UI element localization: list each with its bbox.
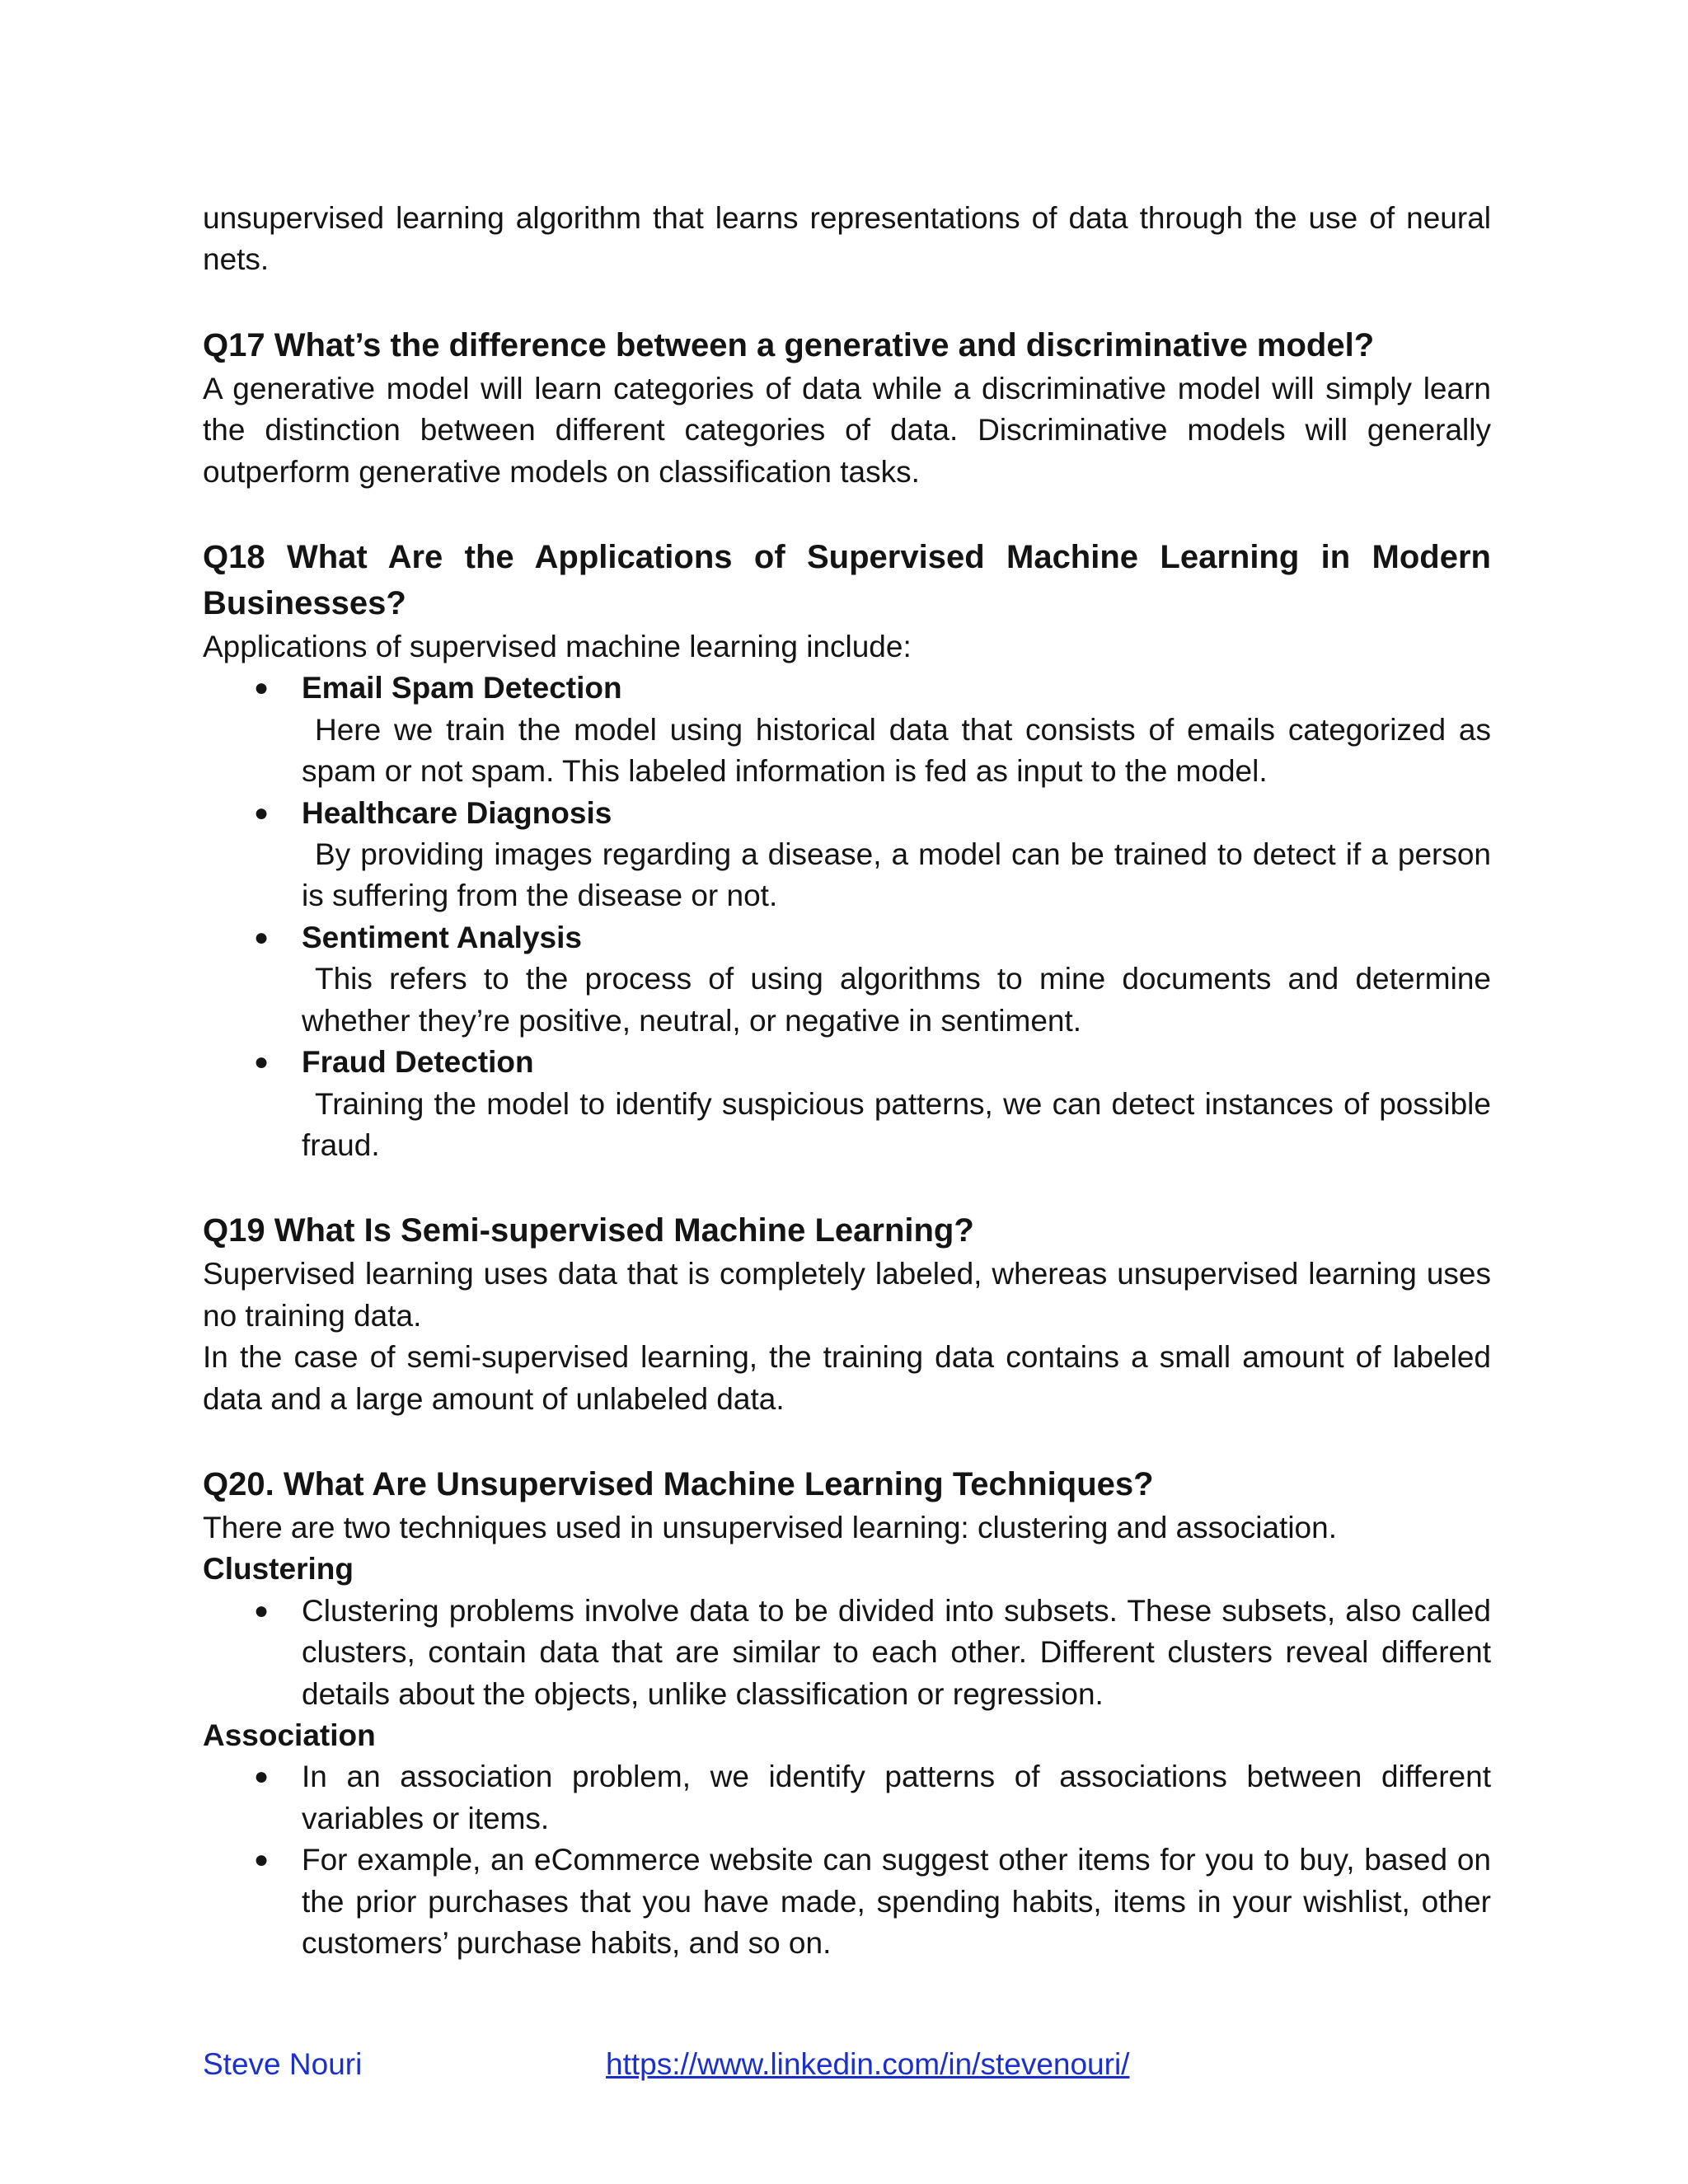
page-content (203, 198, 1491, 1964)
application-description: By providing images regarding a disease, a model can be trained to detect if a person is suffering from the disease or not. (302, 837, 1491, 913)
list-item (203, 793, 1491, 917)
clustering-list (203, 1591, 1491, 1715)
q19-heading: Q19 What Is Semi-supervised Machine Learning? (203, 1212, 974, 1249)
page-footer (203, 2044, 1491, 2085)
clustering-item-text: Clustering problems involve data to be divided into subsets. These subsets, also called clusters, contain data that are similar to each other. Different clusters reveal different details about the objects, unlike classification or regression. (302, 1593, 1491, 1711)
q18-intro: Applications of supervised machine learning include: (203, 630, 912, 664)
q19-paragraph-2: In the case of semi-supervised learning, the training data contains a small amount of labeled data and a large amount of unlabeled data. (203, 1340, 1491, 1416)
q17-heading: Q17 What’s the difference between a generative and discriminative model? (203, 326, 1375, 363)
bullet-icon: ● (254, 1763, 270, 1791)
bullet-icon: ● (254, 1048, 270, 1076)
q17-section (203, 322, 1491, 493)
application-description: Here we train the model using historical data that consists of emails categorized as spam or not spam. This labeled information is fed as input to the model. (302, 712, 1491, 789)
q18-heading: Q18 What Are the Applications of Supervised Machine Learning in Modern Businesses? (203, 539, 1491, 622)
q20-intro: There are two techniques used in unsupervised learning: clustering and association. (203, 1510, 1337, 1544)
q18-section (203, 534, 1491, 1166)
bullet-icon: ● (254, 1846, 270, 1874)
q18-application-list (203, 668, 1491, 1166)
footer-linkedin-link[interactable]: https://www.linkedin.com/in/stevenouri/ (606, 2047, 1130, 2081)
application-description: Training the model to identify suspicious patterns, we can detect instances of possible fraud. (302, 1086, 1491, 1162)
q20-heading: Q20. What Are Unsupervised Machine Learning Techniques? (203, 1465, 1154, 1502)
association-list (203, 1756, 1491, 1964)
list-item (203, 1840, 1491, 1964)
list-item (203, 917, 1491, 1042)
clustering-heading: Clustering (203, 1552, 354, 1586)
association-heading: Association (203, 1718, 376, 1752)
application-title: Fraud Detection (302, 1045, 534, 1080)
list-item (203, 1042, 1491, 1166)
application-title: Healthcare Diagnosis (302, 795, 612, 830)
application-title: Email Spam Detection (302, 671, 622, 705)
q19-paragraph-1: Supervised learning uses data that is completely labeled, whereas unsupervised learning uses no training data. (203, 1257, 1491, 1333)
intro-paragraph: unsupervised learning algorithm that learns representations of data through the use of neural nets. (203, 201, 1491, 277)
q20-section (203, 1461, 1491, 1964)
q19-section (203, 1207, 1491, 1420)
application-description: This refers to the process of using algorithms to mine documents and determine whether they’re positive, neutral, or negative in sentiment. (302, 962, 1491, 1038)
bullet-icon: ● (254, 674, 270, 702)
list-item (203, 668, 1491, 792)
bullet-icon: ● (254, 799, 270, 827)
footer-author: Steve Nouri (203, 2047, 363, 2081)
bullet-icon: ● (254, 1596, 270, 1624)
association-item-text: For example, an eCommerce website can suggest other items for you to buy, based on the prior purchases that you have made, spending habits, items in your wishlist, other customers’ purchase habits, and so on. (302, 1843, 1491, 1960)
q17-body: A generative model will learn categories of data while a discriminative model will simply learn the distinction between different categories of data. Discriminative models will generally outperform generative models on classification tasks. (203, 371, 1491, 489)
association-item-text: In an association problem, we identify patterns of associations between different variables or items. (302, 1760, 1491, 1835)
application-title: Sentiment Analysis (302, 920, 582, 954)
list-item (203, 1756, 1491, 1840)
bullet-icon: ● (254, 923, 270, 951)
list-item (203, 1591, 1491, 1715)
